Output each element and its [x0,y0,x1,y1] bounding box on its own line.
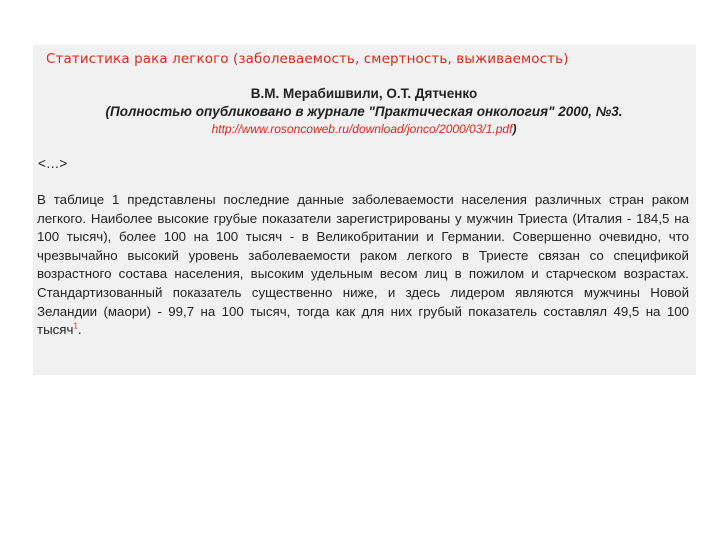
source-url-link[interactable]: http://www.rosoncoweb.ru/download/jonco/2000/03/1.pdf [211,122,513,136]
body-paragraph [37,191,691,340]
article-excerpt-panel [33,45,696,375]
paragraph-end: . [77,322,82,338]
source-close-paren: ) [512,122,517,136]
footnote-reference[interactable]: 1 [73,321,78,331]
journal-note: (Полностью опубликовано в журнале "Практическая онкология" 2000, №3. [105,104,623,119]
omission-mark: <…> [38,156,68,171]
paragraph-text: В таблице 1 представлены последние данные заболеваемости населения различных стран раком легкого. Наиболее высокие грубые показатели зарегистрированы у мужчин Триеста (Италия - 184,5 на 100 тысяч), более 100 на 100 тысяч - в Великобритании и Германии. Совершенно очевидно, что чрезвычайно высокий уровень заболеваемости раком легкого в Триесте связан со спецификой возрастного состава населения, высоким удельным весом лиц в пожилом и старческом возрастах. Стандартизованный показатель существенно ниже, и здесь лидером являются мужчины Новой Зеландии (маори) - 99,7 на 100 тысяч, тогда как для них грубый показатель составлял 49,5 на 100 тысяч [37,192,689,338]
article-title: Статистика рака легкого (заболеваемость, смертность, выживаемость) [46,51,569,67]
source-line [37,122,691,136]
article-authors: В.М. Мерабишвили, О.Т. Дятченко [250,86,478,101]
